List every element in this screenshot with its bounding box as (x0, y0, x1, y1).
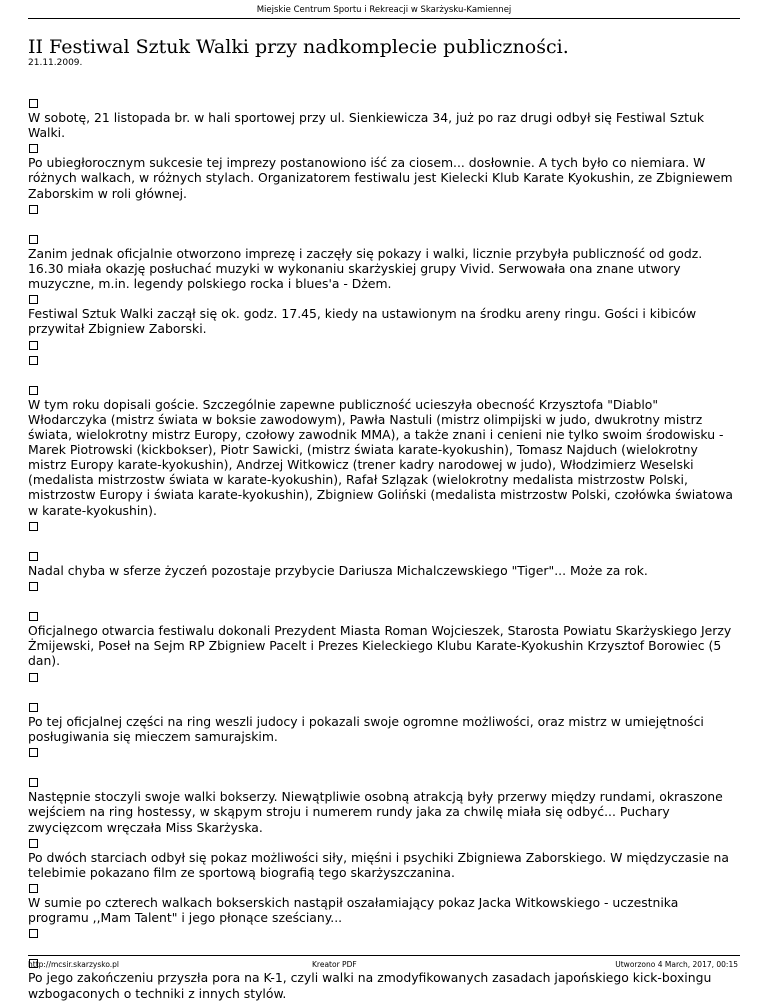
missing-image-icon (29, 522, 38, 531)
article-body (28, 95, 740, 1001)
missing-image-icon (29, 612, 38, 621)
footer-generator: Kreator PDF (312, 960, 357, 969)
image-placeholder (28, 744, 740, 759)
missing-image-icon (29, 144, 38, 153)
image-placeholder (28, 231, 740, 246)
missing-image-icon (29, 884, 38, 893)
missing-image-icon (29, 205, 38, 214)
blank-line (28, 684, 740, 699)
paragraph: Po tej oficjalnej części na ring weszli judocy i pokazali swoje ogromne możliwości, oraz mistrz w umiejętności posługiwania się mieczem samurajskim. (28, 713, 704, 744)
image-placeholder (28, 201, 740, 216)
image-placeholder (28, 140, 740, 155)
paragraph: Zanim jednak oficjalnie otworzono imprezę i zaczęły się pokazy i walki, licznie przybyła publiczność od godz. 16.30 miała okazję posłuchać muzyki w wykonaniu skarżyskiej grupy Vivid. Serwowała ona znane utwory muzyczne, m.in. legendy polskiego rocka i blues'a - Dżem. (28, 245, 703, 292)
missing-image-icon (29, 748, 38, 757)
blank-line (28, 593, 740, 608)
image-placeholder (28, 518, 740, 533)
footer-url: http://mcsir.skarzysko.pl (28, 960, 120, 969)
missing-image-icon (29, 582, 38, 591)
image-placeholder (28, 880, 740, 895)
missing-image-icon (29, 99, 38, 108)
blank-line (28, 940, 740, 955)
image-placeholder (28, 337, 740, 352)
missing-image-icon (29, 295, 38, 304)
missing-image-icon (29, 356, 38, 365)
image-placeholder (28, 669, 740, 684)
image-placeholder (28, 95, 740, 110)
image-placeholder (28, 835, 740, 850)
missing-image-icon (29, 839, 38, 848)
image-placeholder (28, 699, 740, 714)
paragraph: W sumie po czterech walkach bokserskich nastąpił oszałamiający pokaz Jacka Witkowskiego - uczestnika programu ,,Mam Talent" i jego płonące sześciany... (28, 894, 679, 926)
article-title: II Festiwal Sztuk Walki przy nadkomplecie publiczności. (28, 36, 569, 58)
image-placeholder (28, 925, 740, 940)
paragraph: Po dwóch starciach odbył się pokaz możliwości siły, mięśni i psychiki Zbigniewa Zaborskiego. W międzyczasie na telebimie pokazano film ze sportową biografią tego skarżyszczanina. (28, 849, 729, 880)
paragraph: Następnie stoczyli swoje walki bokserzy. Niewątpliwie osobną atrakcją były przerwy między rundami, okraszone wejściem na ring hostessy, w skąpym stroju i numerem rundy jaka za chwilę miała się odbyć... Puchary zwycięzcom wręczała Miss Skarżyska. (28, 789, 723, 835)
missing-image-icon (29, 929, 38, 938)
header-rule (28, 18, 740, 19)
paragraph: W sobotę, 21 listopada br. w hali sportowej przy ul. Sienkiewicza 34, już po raz drugi odbył się Festiwal Sztuk Walki. (28, 110, 705, 141)
blank-line (28, 216, 740, 231)
image-placeholder (28, 548, 740, 563)
paragraph: Po jego zakończeniu przyszła pora na K-1, czyli walki na zmodyfikowanych zasadach japońskiego kick-boxingu wzbogaconych o techniki z innych stylów. (28, 970, 712, 1001)
image-placeholder (28, 774, 740, 789)
image-placeholder (28, 578, 740, 593)
image-placeholder (28, 291, 740, 306)
missing-image-icon (29, 552, 38, 561)
missing-image-icon (29, 673, 38, 682)
article-date: 21.11.2009. (28, 58, 83, 68)
footer-created: Utworzono 4 March, 2017, 00:15 (615, 960, 738, 969)
blank-line (28, 533, 740, 548)
paragraph: Festiwal Sztuk Walki zaczął się ok. godz. 17.45, kiedy na ustawionym na środku areny ringu. Gości i kibiców przywitał Zbigniew Zaborski. (28, 306, 697, 337)
missing-image-icon (29, 703, 38, 712)
footer-rule (28, 955, 740, 956)
site-header: Miejskie Centrum Sportu i Rekreacji w Skarżysku-Kamiennej (256, 5, 512, 15)
blank-line (28, 759, 740, 774)
paragraph: W tym roku dopisali goście. Szczególnie zapewne publiczność ucieszyła obecność Krzysztofa "Diablo" Włodarczyka (mistrz świata w boksie zawodowym), Pawła Nastuli (mistrz olimpijski w judo, dwukrotny mistrz świata, wielokrotny mistrz Europy, czołowy zawodnik MMA), a także znani i cenieni nie tylko swoim środowisku - Marek Piotrowski (kickbokser), Piotr Sawicki, (mistrz świata karate-kyokushin), Tomasz Najduch (wielokrotny mistrz Europy karate-kyokushin), Andrzej Witkowicz (trener kadry narodowej w judo), Włodzimierz Weselski (medalista mistrzostw świata w karate-kyokushin), Rafał Szlązak (wielokrotny medalista mistrzostw Polski, mistrzostw Europy i świata karate-kyokushin), Zbigniew Goliński (medalista mistrzostw Polski, czołówka światowa w karate-kyokushin). (28, 396, 733, 518)
missing-image-icon (29, 341, 38, 350)
paragraph: Nadal chyba w sferze życzeń pozostaje przybycie Dariusza Michalczewskiego "Tiger"... Może za rok. (28, 562, 648, 578)
image-placeholder (28, 382, 740, 397)
blank-line (28, 367, 740, 382)
image-placeholder (28, 352, 740, 367)
missing-image-icon (29, 386, 38, 395)
missing-image-icon (29, 235, 38, 244)
missing-image-icon (29, 778, 38, 787)
paragraph: Oficjalnego otwarcia festiwalu dokonali Prezydent Miasta Roman Wojcieszek, Starosta Powiatu Skarżyskiego Jerzy Żmijewski, Poseł na Sejm RP Zbigniew Pacelt i Prezes Kieleckiego Klubu Karate-Kyokushin Krzysztof Borowiec (5 dan). (28, 623, 732, 669)
paragraph: Po ubiegłorocznym sukcesie tej imprezy postanowiono iść za ciosem... dosłownie. A tych było co niemiara. W różnych walkach, w różnych stylach. Organizatorem festiwalu jest Kielecki Klub Karate Kyokushin, ze Zbigniewem Zaborskim w roli głównej. (28, 155, 733, 201)
image-placeholder (28, 608, 740, 623)
